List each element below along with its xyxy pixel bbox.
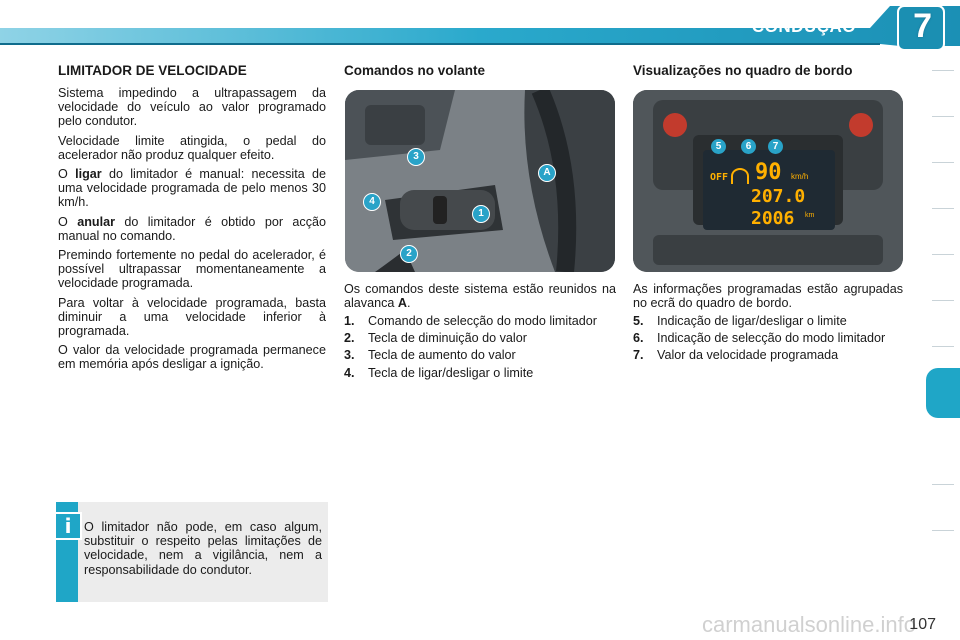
display-line3-unit: km — [805, 212, 815, 219]
callout-3: 3 — [407, 148, 425, 166]
list-item: 6. Indicação de selecção do modo limitador — [633, 331, 886, 346]
display-speed-unit: km/h — [791, 172, 809, 181]
section-heading: LIMITADOR DE VELOCIDADE — [58, 63, 247, 78]
chapter-tabs — [928, 70, 960, 575]
chapter-number: 7 — [913, 7, 932, 45]
paragraph: Sistema impedindo a ultrapassagem da velocidade do veículo ao valor programado pelo condutor. — [58, 86, 326, 129]
callout-A: A — [538, 164, 556, 182]
display-status: OFF — [710, 172, 729, 183]
display-line3: 2006 — [751, 208, 795, 229]
display-list — [633, 314, 903, 366]
paragraph: Velocidade limite atingida, o pedal do acelerador não produz qualquer efeito. — [58, 133, 326, 162]
chapter-tab[interactable] — [932, 70, 954, 117]
left-body — [58, 86, 326, 377]
list-item: 7. Valor da velocidade programada — [633, 348, 839, 363]
display-line2: 207.0 — [751, 186, 806, 207]
steering-control-photo — [345, 90, 615, 272]
display-speed: 90 — [755, 160, 782, 185]
paragraph: O valor da velocidade programada permanece em memória após desligar a ignição. — [58, 343, 326, 372]
controls-list — [344, 314, 616, 383]
paragraph: O ligar do limitador é manual: necessita de uma velocidade programada de pelo menos 30 km/h. — [58, 167, 326, 210]
paragraph: Premindo fortemente no pedal do acelerador, é possível ultrapassar momentaneamente a velocidade programada. — [58, 248, 326, 291]
callout-5: 5 — [711, 139, 726, 154]
chapter-tab[interactable] — [932, 300, 954, 347]
list-item: 3. Tecla de aumento do valor — [344, 348, 516, 363]
list-item: 4. Tecla de ligar/desligar o limite — [344, 365, 534, 380]
chapter-tab[interactable] — [932, 208, 954, 255]
chapter-header — [0, 0, 960, 52]
callout-7: 7 — [768, 139, 783, 154]
paragraph: Os comandos deste sistema estão reunidos na alavanca A. — [344, 282, 616, 311]
list-item: 1. Comando de selecção do modo limitador — [344, 314, 597, 328]
callout-1: 1 — [472, 205, 490, 223]
callout-6: 6 — [741, 139, 756, 154]
callout-2: 2 — [400, 245, 418, 263]
steering-stalk-illustration — [345, 90, 615, 272]
paragraph: O anular do limitador é obtido por acção manual no comando. — [58, 214, 327, 243]
chapter-tab[interactable] — [932, 484, 954, 531]
chapter-tab[interactable] — [932, 254, 954, 301]
callout-4: 4 — [363, 193, 381, 211]
chapter-tab[interactable] — [932, 162, 954, 209]
watermark: carmanualsonline.info — [701, 612, 916, 637]
section-heading: Visualizações no quadro de bordo — [633, 63, 853, 78]
page-number: 107 — [909, 616, 936, 633]
chapter-title: CONDUÇÃO — [751, 17, 856, 36]
chapter-tab[interactable] — [932, 116, 954, 163]
list-item: 5. Indicação de ligar/desligar o limite — [633, 314, 847, 328]
speedometer-icon — [731, 168, 749, 184]
list-item: 2. Tecla de diminuição do valor — [344, 331, 527, 346]
info-text: O limitador não pode, em caso algum, substituir o respeito pelas limitações de velocidade, nem a vigilância, nem a responsabilidade do condutor. — [84, 520, 322, 577]
chapter-tab[interactable] — [932, 530, 954, 577]
dashboard-display-photo — [633, 90, 903, 272]
middle-intro — [344, 282, 616, 315]
chapter-tab-active[interactable] — [926, 368, 960, 418]
info-icon: i — [54, 512, 82, 540]
paragraph: Para voltar à velocidade programada, basta diminuir a uma velocidade inferior à programada. — [58, 295, 326, 339]
section-heading: Comandos no volante — [344, 63, 486, 78]
paragraph: As informações programadas estão agrupadas no ecrã do quadro de bordo. — [633, 282, 903, 311]
right-intro — [633, 282, 903, 315]
